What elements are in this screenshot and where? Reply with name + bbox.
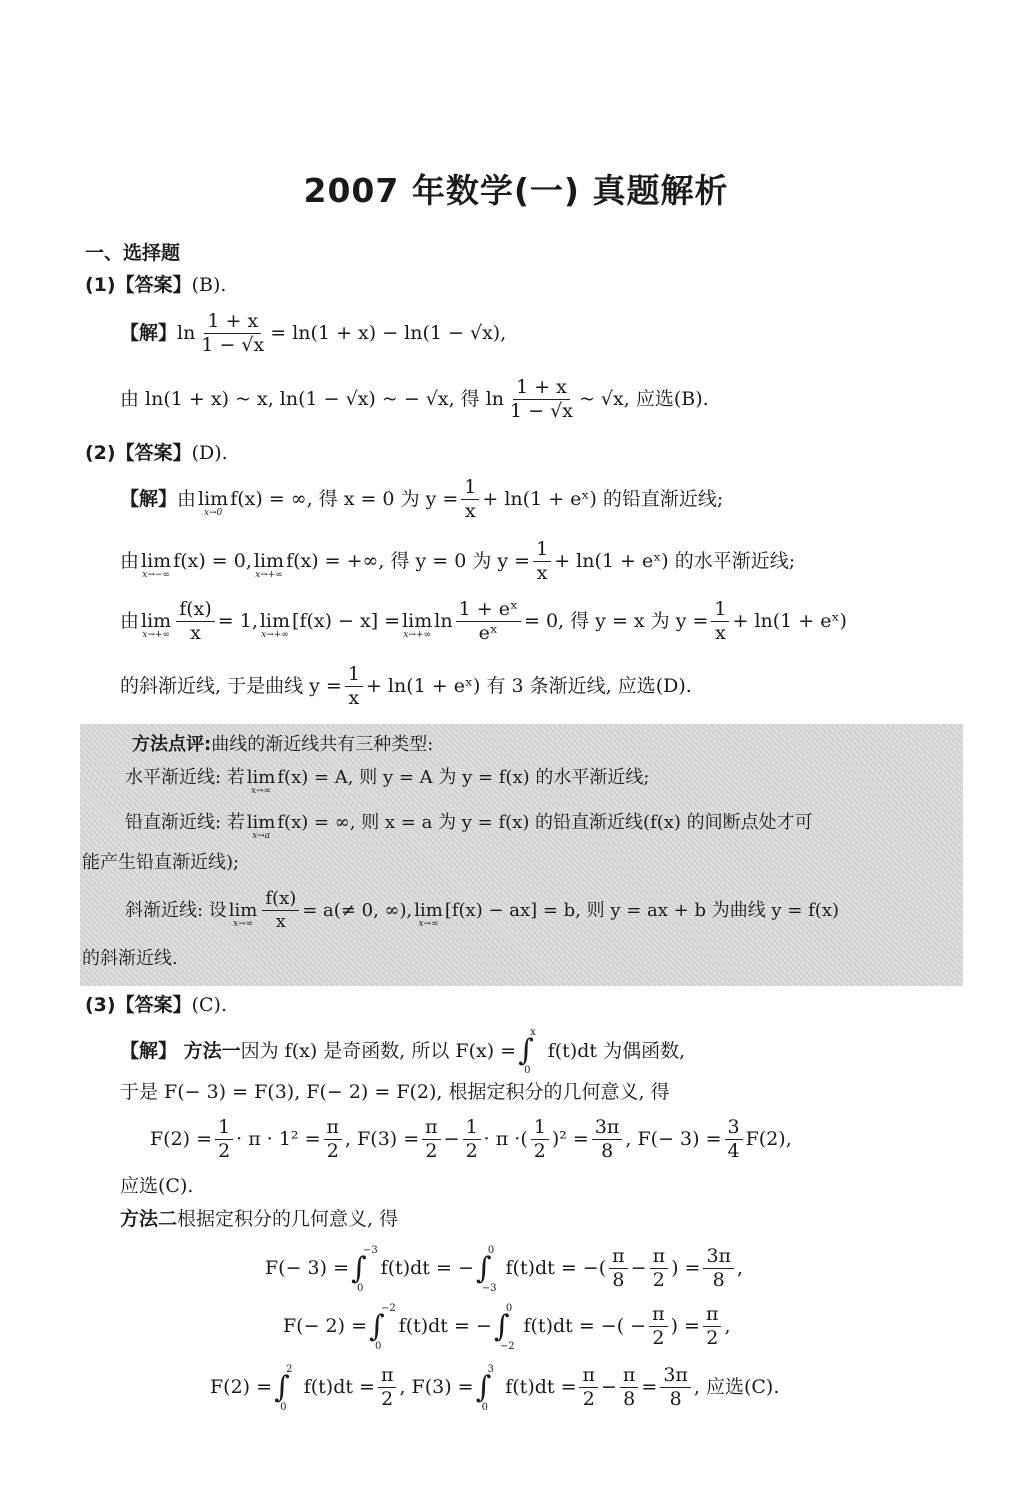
solution-3-line [120, 1210, 398, 1229]
numerator: 3π [660, 1366, 691, 1388]
math-text: = a(≠ 0, ∞), [302, 899, 413, 921]
numerator: 3π [703, 1247, 734, 1269]
solution-2-line [120, 600, 847, 643]
lim-word: lim [253, 550, 285, 572]
math-text: f(t)dt = −( [505, 1257, 607, 1279]
math-text: 于是 F(− 3) = F(3), F(− 2) = F(2), 根据定积分的几何意义, 得 [120, 1081, 670, 1103]
math-text: , F(− 3) = [625, 1128, 722, 1150]
math-text: − [443, 1128, 460, 1150]
bold-label: (1)【答案】 [85, 274, 192, 296]
denominator: 2 [582, 1388, 595, 1410]
denominator: 2 [533, 1140, 546, 1162]
numerator: π [378, 1366, 397, 1388]
math-text: ~ √x, 应选(B). [578, 388, 709, 410]
integral-sign-icon: ∫ [274, 1369, 290, 1405]
lim-word: lim [198, 488, 229, 510]
limit [141, 610, 172, 640]
math-text: f(x) = 0, [173, 550, 252, 572]
integral [493, 1302, 522, 1352]
denominator: eˣ [478, 622, 498, 644]
limit [246, 767, 276, 796]
math-text: f(x) = ∞, 则 x = a 为 y = f(x) 的铅直渐近线(f(x) 的间断点处才可 [277, 812, 813, 833]
limit-subscript: x→a [252, 831, 271, 841]
numerator: π [324, 1118, 343, 1140]
integral [369, 1302, 397, 1352]
math-text: , [737, 1257, 744, 1279]
bold-label: 方法二 [120, 1208, 178, 1230]
integral-upper: 2 [286, 1363, 293, 1375]
lim-word: lim [259, 610, 291, 632]
integral-sign-icon: ∫ [475, 1369, 492, 1405]
math-text: (C). [191, 994, 227, 1016]
denominator: 8 [623, 1388, 636, 1410]
note-line [125, 812, 813, 841]
numerator: π [649, 1305, 668, 1327]
numerator: π [579, 1366, 598, 1388]
math-text: f(t)dt = [505, 1376, 577, 1398]
numerator: 1 [531, 1118, 549, 1140]
fraction [507, 378, 576, 421]
lim-word: lim [141, 550, 172, 572]
math-text: F(− 3) = [265, 1257, 350, 1279]
math-text: (D). [191, 442, 228, 464]
integral-lower: −2 [499, 1340, 515, 1352]
bold-label: (3)【答案】 [85, 994, 192, 1016]
math-text: · π · 1² = [236, 1128, 321, 1150]
fraction [533, 540, 551, 583]
limit-subscript: x→+∞ [261, 630, 289, 640]
integral [475, 1363, 504, 1413]
math-text: 因为 f(x) 是奇函数, 所以 F(x) = [240, 1039, 517, 1062]
integral-sign-icon: ∫ [475, 1250, 492, 1286]
denominator: x [464, 500, 476, 522]
denominator: 1 − √x [201, 334, 265, 356]
math-text: + ln(1 + eˣ) 的铅直渐近线; [482, 488, 724, 510]
solution-2-line [120, 665, 692, 708]
math-text: F(2) = [150, 1128, 213, 1150]
math-text: F(2), [745, 1128, 792, 1150]
math-text: 由 [120, 610, 140, 632]
limit [141, 550, 172, 580]
math-text: ) = [670, 1315, 700, 1337]
math-text: 应选(C). [120, 1175, 194, 1197]
integral-lower: 0 [481, 1401, 488, 1413]
bold-label: 【解】 [120, 488, 178, 510]
denominator: 2 [652, 1269, 665, 1291]
math-text: 由 ln(1 + x) ~ x, ln(1 − √x) ~ − √x, 得 ln [120, 388, 505, 410]
math-text: · π ·( [483, 1128, 528, 1150]
fraction [176, 600, 215, 643]
lim-word: lim [246, 767, 276, 788]
math-text: 根据定积分的几何意义, 得 [177, 1208, 399, 1230]
numerator: π [422, 1118, 441, 1140]
math-text: f(x) = ∞, 得 x = 0 为 y = [230, 488, 459, 510]
limit [198, 488, 229, 518]
fraction [609, 1247, 628, 1290]
note-line [132, 736, 433, 754]
math-text: 的斜渐近线. [82, 948, 178, 969]
integral-upper: −3 [363, 1244, 378, 1256]
math-text: f(t)dt = − [398, 1315, 492, 1337]
denominator: 8 [612, 1269, 625, 1291]
fraction [703, 1247, 734, 1290]
numerator: 1 + x [204, 312, 261, 334]
math-text: 的斜渐近线, 于是曲线 y = [120, 675, 342, 697]
answer-3 [85, 996, 227, 1015]
fraction [215, 1118, 233, 1161]
integral [274, 1363, 302, 1413]
integral-sign-icon: ∫ [518, 1033, 534, 1068]
answer-1 [85, 276, 226, 295]
math-text: [f(x) − x] = [292, 610, 401, 632]
denominator: 2 [652, 1327, 665, 1349]
math-text: − [630, 1257, 647, 1279]
math-text: 由 [120, 550, 140, 572]
math-text: f(t)dt = − [380, 1257, 474, 1279]
math-text: = ln(1 + x) − ln(1 − √x), [270, 322, 507, 344]
math-text: f(t)dt = [303, 1376, 375, 1398]
integral [351, 1244, 379, 1294]
numerator: 1 [463, 1118, 481, 1140]
math-text: 由 [177, 488, 197, 510]
note-line [125, 890, 839, 931]
integral [518, 1027, 546, 1076]
math-text: 水平渐近线: 若 [125, 767, 245, 788]
numerator: π [620, 1366, 639, 1388]
math-text: ln [434, 610, 453, 632]
fraction [422, 1118, 441, 1161]
limit [259, 610, 291, 640]
answer-2 [85, 444, 228, 463]
fraction [463, 1118, 481, 1161]
numerator: f(x) [176, 600, 215, 622]
lim-word: lim [141, 610, 172, 632]
numerator: 1 [461, 478, 479, 500]
denominator: 2 [425, 1140, 438, 1162]
math-text: + ln(1 + eˣ) 有 3 条渐近线, 应选(D). [365, 675, 692, 697]
note-line [82, 950, 178, 968]
math-text: f(x) = +∞, 得 y = 0 为 y = [286, 550, 531, 572]
numerator: π [609, 1247, 628, 1269]
solution-3-line [265, 1244, 744, 1294]
numerator: 3 [725, 1118, 743, 1140]
page-title: 2007 年数学(一) 真题解析 [303, 171, 729, 210]
lim-word: lim [246, 812, 276, 833]
math-text: = [641, 1376, 658, 1398]
fraction [378, 1366, 397, 1409]
bold-label: 方法点评: [132, 734, 212, 755]
limit-subscript: x→+∞ [255, 570, 283, 580]
fraction [456, 600, 521, 643]
math-text: f(x) = A, 则 y = A 为 y = f(x) 的水平渐近线; [277, 767, 650, 788]
fraction [711, 600, 729, 643]
integral-sign-icon: ∫ [493, 1308, 510, 1344]
integral-upper: x [530, 1027, 536, 1038]
solution-3-line [150, 1118, 792, 1161]
math-text: , F(3) = [345, 1128, 420, 1150]
integral [475, 1244, 504, 1294]
denominator: x [715, 622, 726, 644]
math-text: 曲线的渐近线共有三种类型: [211, 734, 434, 755]
integral-lower: 0 [280, 1401, 287, 1413]
bold-label: 【解】 方法一 [120, 1039, 241, 1062]
math-text: + ln(1 + eˣ) [732, 610, 847, 632]
solution-1-line [120, 378, 709, 421]
solution-3-line [283, 1302, 731, 1352]
fraction [650, 1247, 669, 1290]
solution-2-line [120, 540, 795, 583]
denominator: 2 [465, 1140, 478, 1162]
denominator: 8 [669, 1388, 682, 1410]
fraction [345, 665, 363, 708]
math-text: , [724, 1315, 731, 1337]
math-text: F(− 2) = [283, 1315, 368, 1337]
fraction [579, 1366, 598, 1409]
limit-subscript: x→∞ [418, 918, 439, 929]
math-text: )² = [551, 1128, 589, 1150]
denominator: 8 [601, 1140, 614, 1162]
denominator: 1 − √x [510, 400, 573, 422]
numerator: 1 + eˣ [456, 600, 521, 622]
limit-subscript: x→0 [203, 508, 223, 518]
fraction [324, 1118, 343, 1161]
numerator: 1 + x [513, 378, 570, 400]
math-text: ln [177, 322, 196, 344]
math-text: F(2) = [210, 1376, 273, 1398]
numerator: 1 [345, 665, 363, 687]
integral-lower: −3 [481, 1282, 497, 1294]
integral-upper: −2 [381, 1302, 396, 1314]
fraction [262, 890, 299, 931]
integral-lower: 0 [524, 1065, 531, 1076]
denominator: x [275, 911, 286, 932]
bold-label: (2)【答案】 [85, 442, 192, 464]
limit-subscript: x→+∞ [142, 630, 170, 640]
math-text: [f(x) − ax] = b, 则 y = ax + b 为曲线 y = f(x) [444, 899, 839, 921]
solution-1-line [120, 312, 506, 355]
math-text: − [600, 1376, 617, 1398]
denominator: 2 [218, 1140, 231, 1162]
denominator: 2 [381, 1388, 394, 1410]
math-text: 能产生铅直渐近线); [82, 852, 240, 873]
bold-label: 【解】 [120, 322, 178, 344]
denominator: 8 [712, 1269, 725, 1291]
solution-3-line [120, 1177, 193, 1196]
solution-3-line [120, 1083, 670, 1102]
note-line [125, 767, 650, 796]
denominator: x [536, 562, 548, 584]
denominator: x [190, 622, 201, 644]
fraction [703, 1305, 722, 1348]
method-review-box [80, 724, 963, 986]
fraction [620, 1366, 639, 1409]
integral-upper: 0 [487, 1244, 495, 1256]
math-text: f(t)dt = −( − [523, 1315, 647, 1337]
fraction [531, 1118, 549, 1161]
fraction [461, 478, 479, 521]
limit-subscript: x→∞ [251, 786, 272, 796]
numerator: 3π [592, 1118, 623, 1140]
numerator: π [703, 1305, 722, 1327]
integral-sign-icon: ∫ [369, 1308, 385, 1344]
limit-subscript: x→−∞ [142, 570, 170, 580]
math-text: 铅直渐近线: 若 [125, 812, 245, 833]
denominator: 4 [727, 1140, 740, 1162]
limit [414, 899, 443, 929]
denominator: x [348, 687, 360, 709]
solution-3-line [210, 1363, 780, 1413]
lim-word: lim [228, 899, 258, 921]
integral-upper: 0 [505, 1302, 513, 1314]
math-text: , F(3) = [399, 1376, 474, 1398]
note-line [82, 854, 239, 872]
numerator: 1 [215, 1118, 233, 1140]
fraction [649, 1305, 668, 1348]
lim-word: lim [402, 610, 433, 632]
fraction [660, 1366, 691, 1409]
solution-3-line [120, 1027, 686, 1076]
section-heading: 一、选择题 [85, 242, 181, 264]
integral-sign-icon: ∫ [351, 1250, 367, 1286]
denominator: 2 [326, 1140, 339, 1162]
lim-word: lim [414, 899, 443, 921]
math-text: , 应选(C). [693, 1376, 780, 1398]
math-text: = 1, [217, 610, 258, 632]
numerator: f(x) [262, 890, 299, 911]
denominator: 2 [706, 1327, 719, 1349]
math-text: 斜渐近线: 设 [125, 899, 227, 921]
integral-upper: 3 [487, 1363, 494, 1375]
integral-lower: 0 [357, 1282, 364, 1294]
numerator: 1 [711, 600, 729, 622]
fraction [592, 1118, 623, 1161]
numerator: π [650, 1247, 669, 1269]
math-text: (B). [191, 274, 227, 296]
numerator: 1 [533, 540, 551, 562]
limit [402, 610, 433, 640]
limit-subscript: x→∞ [233, 918, 254, 929]
integral-lower: 0 [375, 1340, 382, 1352]
math-text: f(t)dt 为偶函数, [547, 1039, 686, 1062]
math-text: = 0, 得 y = x 为 y = [524, 610, 709, 632]
limit [246, 812, 276, 841]
solution-2-line [120, 478, 723, 521]
limit [228, 899, 258, 929]
fraction [198, 312, 267, 355]
fraction [725, 1118, 743, 1161]
math-text: ) = [671, 1257, 701, 1279]
math-text: + ln(1 + eˣ) 的水平渐近线; [554, 550, 796, 572]
limit [253, 550, 285, 580]
limit-subscript: x→+∞ [403, 630, 432, 640]
